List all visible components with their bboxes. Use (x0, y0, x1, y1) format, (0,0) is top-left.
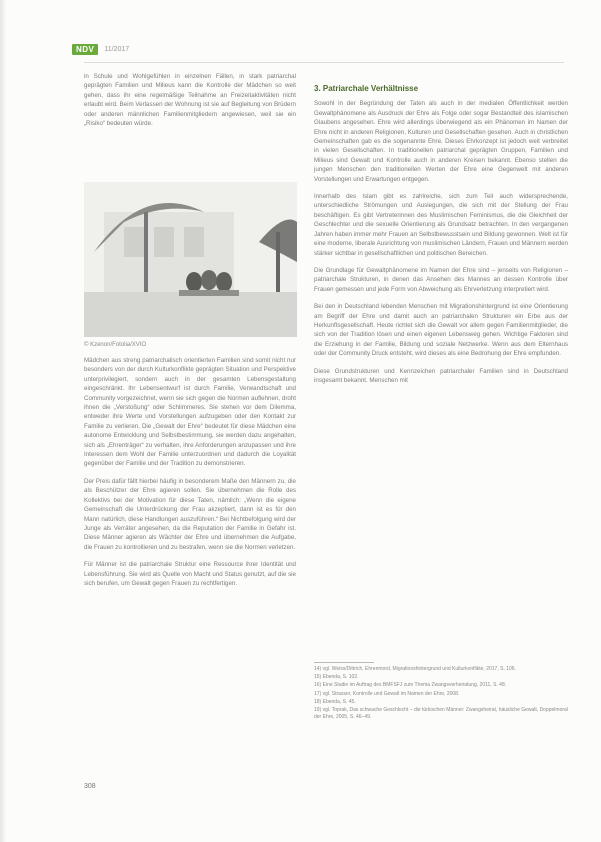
paragraph: Die Grundlage für Gewaltphänomene im Namen der Ehre sind – jenseits von Religionen – patriarchale Strukturen, in denen das Ansehen des Mannes an dessen Kontrolle über Frauen gemessen und jede Form von Abweichung als Ehrverletzung interpretiert wird. (314, 266, 568, 293)
footnote: 18) Ebenda, S. 45. (314, 698, 356, 705)
paragraph: Innerhalb des Islam gibt es zahlreiche, sich zum Teil auch widersprechende, unterschiedliche Strömungen und Auslegungen, die sich mit der Stellung der Frau beschäftigen. Es gibt Vertreterinnen des Muslimischen Feminismus, die die Gleichheit der Geschlechter und die sexuelle Orientierung als Grundsatz betrachten. In den vergangenen Jahren haben immer mehr Frauen an Selbstbewusstsein und Bildung gewonnen. Welt ist für eine moderne, liberale Ausrichtung von muslimischen Ländern, Frauen und Männern werden stärker sichtbar in gesellschaftlichen und politischen Bereichen. (314, 193, 568, 257)
right-column (314, 84, 568, 393)
paragraph: in Schule und Wohlgefühlen in einzelnen Fällen, in stark patriarchal geprägten Familien und Milieus kann die Kontrolle der Mädchen so weit gehen, dass ihr eine regelmäßige Teilnahme an Freizeitaktivitäten nicht erlaubt wird. Beim Verlassen der Wohnung ist sie auf Begleitung von Brüdern oder anderen männlichen Familienmitgliedern angewiesen, weil sie ein „Risiko“ bedeuten würde. (84, 73, 296, 128)
footnote: 14) vgl. Weiss/Dittrich, Ehrenmord, Migrationshintergrund und Kulturkonflikte, 2017, S. 106. (314, 666, 516, 672)
issue-label: 11/2017 (104, 45, 130, 53)
journal-badge: NDV (72, 44, 98, 55)
footnote: 16) Eine Studie im Auftrag des BMFSFJ zum Thema Zwangsverheiratung, 2011, S. 48. (314, 682, 507, 689)
article-photo (84, 182, 297, 337)
photo-caption: © Kzenon/Fotolia/XVIO (84, 342, 147, 348)
photo-illustration (84, 182, 297, 337)
footnote-rule (314, 662, 374, 663)
section-heading: 3. Patriarchale Verhältnisse (314, 84, 419, 93)
left-column-top (84, 72, 296, 136)
footnote: 17) vgl. Strasser, Kontrolle und Gewalt im Namen der Ehre, 2008. (314, 690, 460, 697)
header-rule (84, 62, 564, 63)
page-number: 308 (84, 783, 96, 790)
paragraph: Der Preis dafür fällt hierbei häufig in besonderem Maße den Männern zu, die als Beschützer der Ehre agieren sollen. Sie übernehmen die Rolle des Kollektivs bei der Motivation für diese Taten, nämlich: „Wenn die eigene Gemeinschaft die Unterdrückung der Frau akzeptiert, dann ist es für den Mann natürlich, diese Handlungen auszuführen.“ Bei Nichtbefolgung wird der Junge als Verräter angesehen, da die Reputation der Familie in Gefahr ist. Diese Männer agieren als Wächter der Ehre und übernehmen die Aufgabe, die Frauen zu kontrollieren und zu bestrafen, wenn sie die Normen verletzen. (84, 477, 296, 551)
paragraph: Diese Grundstrukturen und Kennzeichen patriarchaler Familien sind in Deutschland insgesamt bekannt. Menschen mit (314, 367, 568, 384)
paragraph: Sowohl in der Begründung der Taten als auch in der medialen Öffentlichkeit werden Gewaltphänomene als Ausdruck der Ehre als Folge oder sogar Bestandteil des islamischen Glaubens angesehen. Ehre wird allerdings überwiegend als ein Phänomen im Namen der Ehre nicht in anderen Religionen, Kulturen und Gesellschaften gesehen. Auch in christlichen Gemeinschaften gab es die sogenannte Ehre. Dieses Ehrkonzept ist jedoch weit verbreitet in vielen Gesellschaften. In traditionellen patriarchal geprägten Gruppen, Familien und Milieus sind Gewalt und Kontrolle auch in anderen Kreisen bekannt. Ebenso stellen die jungen Menschen den traditionellen Werten der Ehre eine Gegenwelt mit anderen Vorstellungen und Erwartungen entgegen. (314, 100, 568, 183)
footnotes (314, 666, 568, 722)
footnote: 19) vgl. Toprak, Das schwache Geschlecht – die türkischen Männer: Zwangsheirat, häusliche Gewalt, Doppelmoral der Ehre, 2005, S. 46–49. (314, 707, 568, 721)
paragraph: Bei den in Deutschland lebenden Menschen mit Migrationshintergrund ist eine Orientierung am Begriff der Ehre und damit auch an patriarchalen Strukturen ein Erbe aus der Herkunftsgesellschaft. Heute richtet sich die Gewalt vor allem gegen Familienmitglieder, die sich von der Tradition lösen und einen eigenen Lebensweg gehen. Wichtige Faktoren sind die Erziehung in der Familie, Bildung und soziale Netzwerke. Wenn aus dem Elternhaus oder der Community Druck entsteht, wird dieses als eine Bedrohung der Ehre empfunden. (314, 303, 568, 358)
left-column-bottom (84, 356, 296, 596)
page-header (72, 42, 129, 56)
paragraph: Mädchen aus streng patriarchalisch orientierten Familien sind somit nicht nur besonders von der durch Kulturkonflikte geprägten Situation und Perspektive unterprivilegiert, sondern auch in der gesamten Lebensgestaltung eingeschränkt. Ihr Lebensentwurf ist durch Familie, Verwandtschaft und Community vorgezeichnet, wenn sie sich gegen die Normen auflehnen, droht ihnen die „Verstoßung“ oder Schlimmeres. Sie stehen vor dem Dilemma, entweder ihre Werte und Vorstellungen aufzugeben oder den Kontakt zur Familie zu verlieren. Die „Gewalt der Ehre“ bedeutet für diese Mädchen eine autonome Entwicklung und Selbstbestimmung, sie werden dazu angehalten, sich als „Ehrenträger“ zu verhalten, ihre Anforderungen anzupassen und ihre Interessen dem Wohl der Familie unterzuordnen und dadurch die Loyalität gegenüber der Familie und der Tradition zu demonstrieren. (84, 357, 296, 468)
scan-shadow (0, 0, 6, 842)
footnote: 15) Ebenda, S. 102. (314, 674, 359, 681)
paragraph: Für Männer ist die patriarchale Struktur eine Ressource ihrer Identität und Lebensführung. Sie wird als Quelle von Macht und Status genutzt, auf die sie sich berufen, um Gewalt gegen Frauen zu rechtfertigen. (84, 561, 296, 587)
